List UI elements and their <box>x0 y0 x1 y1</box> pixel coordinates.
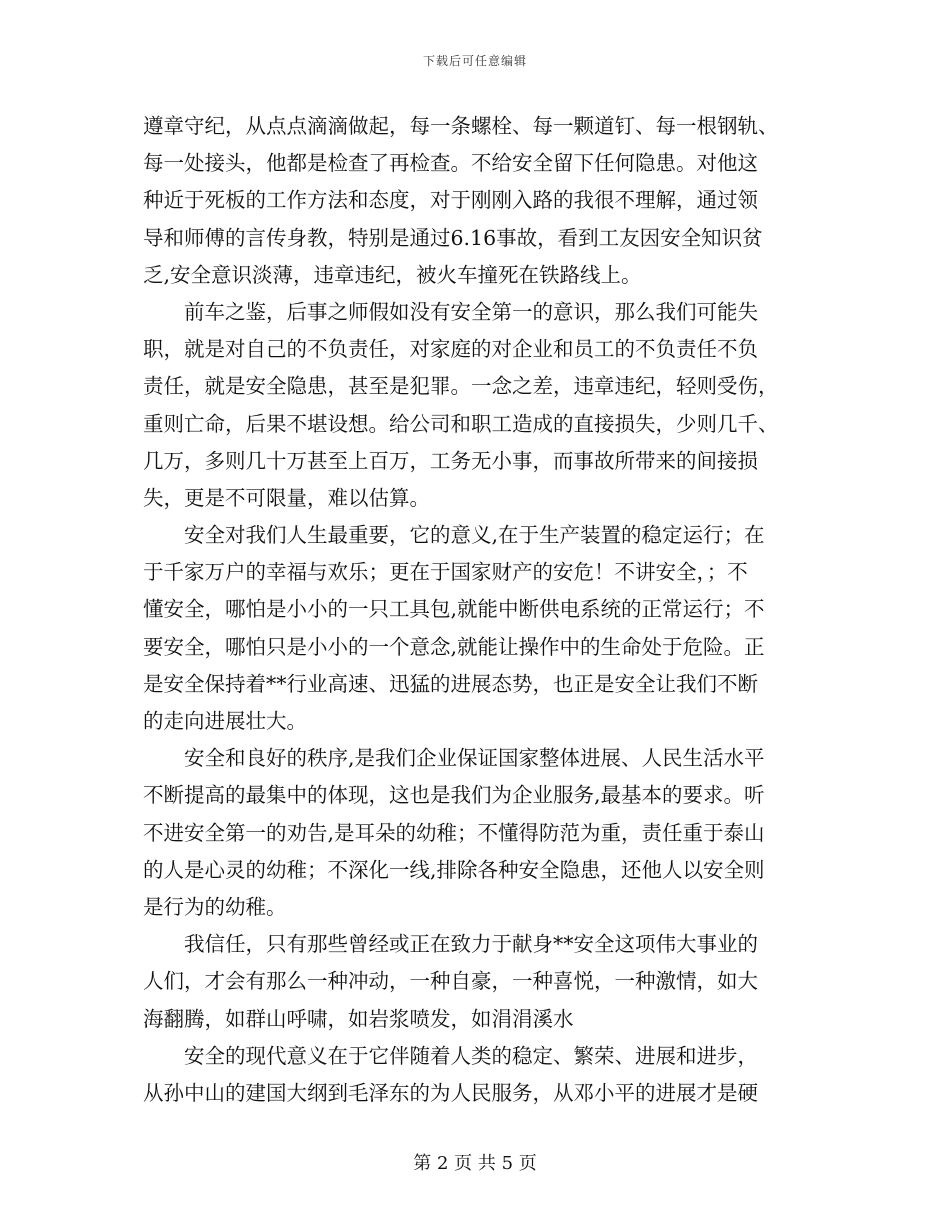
text-line: 是行为的幼稚。 <box>143 894 287 919</box>
text-line: 乏,安全意识淡薄，违章违纪，被火车撞死在铁路线上。 <box>143 262 642 287</box>
text-line: 安全和良好的秩序,是我们企业保证国家整体进展、人民生活水平 <box>143 746 765 771</box>
text-line: 海翻腾，如群山呼啸，如岩浆喷发，如涓涓溪水 <box>143 1006 574 1031</box>
text-line: 不进安全第一的劝告,是耳朵的幼稚；不懂得防范为重，责任重于泰山 <box>143 820 765 845</box>
page-header-note: 下载后可任意编辑 <box>422 54 527 68</box>
text-line: 重则亡命，后果不堪设想。给公司和职工造成的直接损失，少则几千、 <box>143 411 779 436</box>
text-line: 安全对我们人生最重要，它的意义,在于生产装置的稳定运行；在 <box>143 523 765 548</box>
page-number-footer: 第 2 页 共 5 页 <box>413 1153 537 1174</box>
text-line: 的人是心灵的幼稚；不深化一线,排除各种安全隐患，还他人以安全则 <box>143 857 765 882</box>
text-line: 失，更是不可限量，难以估算。 <box>143 485 430 510</box>
document-body <box>143 108 809 1112</box>
text-line: 于千家万户的幸福与欢乐；更在于国家财产的安危！不讲安全，；不 <box>143 560 748 585</box>
text-line: 导和师傅的言传身教，特别是通过6.16事故，看到工友因安全知识贫 <box>143 225 763 250</box>
text-line: 不断提高的最集中的体现，这也是我们为企业服务,最基本的要求。听 <box>143 783 765 808</box>
text-line: 我信任，只有那些曾经或正在致力于献身**安全这项伟大事业的 <box>143 932 758 957</box>
text-line: 前车之鉴，后事之师假如没有安全第一的意识，那么我们可能失 <box>143 299 758 324</box>
text-line: 几万，多则几十万甚至上百万，工务无小事，而事故所带来的间接损 <box>143 448 758 473</box>
text-line: 每一处接头，他都是检查了再检查。不给安全留下任何隐患。对他这 <box>143 151 758 176</box>
text-line: 安全的现代意义在于它伴随着人类的稳定、繁荣、进展和进步， <box>143 1043 758 1068</box>
text-line: 懂安全，哪怕是小小的一只工具包,就能中断供电系统的正常运行；不 <box>143 597 765 622</box>
text-line: 人们，才会有那么一种冲动，一种自豪，一种喜悦，一种激情，如大 <box>143 969 758 994</box>
text-line: 遵章守纪，从点点滴滴做起，每一条螺栓、每一颗道钉、每一根钢轨、 <box>143 114 779 138</box>
text-line: 职，就是对自己的不负责任，对家庭的对企业和员工的不负责任不负 <box>143 337 758 362</box>
text-line: 责任，就是安全隐患，甚至是犯罪。一念之差，违章违纪，轻则受伤， <box>143 374 779 399</box>
text-line: 是安全保持着**行业高速、迅猛的进展态势，也正是安全让我们不断 <box>143 671 758 696</box>
text-line: 从孙中山的建国大纲到毛泽东的为人民服务，从邓小平的进展才是硬 <box>143 1080 758 1105</box>
text-line: 的走向进展壮大。 <box>143 709 307 733</box>
text-line: 种近于死板的工作方法和态度，对于刚刚入路的我很不理解，通过领 <box>143 188 758 213</box>
text-line: 要安全，哪怕只是小小的一个意念,就能让操作中的生命处于危险。正 <box>143 634 765 659</box>
